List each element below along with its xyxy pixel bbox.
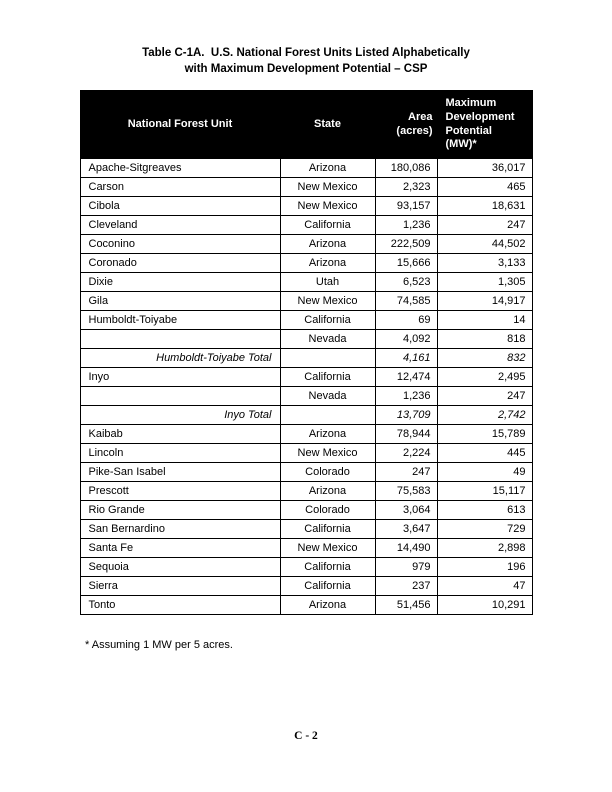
cell-area: 51,456: [375, 596, 437, 615]
cell-unit: Apache-Sitgreaves: [80, 159, 280, 178]
cell-mw: 44,502: [437, 235, 532, 254]
cell-mw: 613: [437, 501, 532, 520]
cell-mw: 445: [437, 444, 532, 463]
cell-unit: Tonto: [80, 596, 280, 615]
cell-state: New Mexico: [280, 292, 375, 311]
cell-mw: 196: [437, 558, 532, 577]
cell-state: New Mexico: [280, 539, 375, 558]
cell-unit: Humboldt-Toiyabe: [80, 311, 280, 330]
cell-unit: Rio Grande: [80, 501, 280, 520]
table-row: [80, 463, 532, 482]
cell-state: New Mexico: [280, 178, 375, 197]
cell-area: 93,157: [375, 197, 437, 216]
cell-mw: 2,742: [437, 406, 532, 425]
table-row: [80, 349, 532, 368]
cell-state: California: [280, 216, 375, 235]
table-row: [80, 520, 532, 539]
table-header-row: [80, 91, 532, 159]
cell-unit: Sequoia: [80, 558, 280, 577]
table-row: [80, 197, 532, 216]
cell-state: California: [280, 368, 375, 387]
cell-mw: 2,495: [437, 368, 532, 387]
cell-state: Utah: [280, 273, 375, 292]
cell-area: 4,092: [375, 330, 437, 349]
table-row: [80, 216, 532, 235]
cell-area: 180,086: [375, 159, 437, 178]
cell-unit: Kaibab: [80, 425, 280, 444]
cell-state: Arizona: [280, 425, 375, 444]
cell-unit: Prescott: [80, 482, 280, 501]
table-row: [80, 273, 532, 292]
cell-area: 2,323: [375, 178, 437, 197]
table-row: [80, 577, 532, 596]
cell-area: 15,666: [375, 254, 437, 273]
cell-state: Arizona: [280, 235, 375, 254]
cell-unit: Dixie: [80, 273, 280, 292]
table-row: [80, 425, 532, 444]
header-national-forest-unit: National Forest Unit: [80, 91, 280, 159]
cell-mw: 832: [437, 349, 532, 368]
cell-state: Nevada: [280, 330, 375, 349]
cell-unit: Lincoln: [80, 444, 280, 463]
cell-unit: Inyo: [80, 368, 280, 387]
cell-mw: 247: [437, 216, 532, 235]
table-row: [80, 539, 532, 558]
cell-mw: 15,789: [437, 425, 532, 444]
cell-state: New Mexico: [280, 444, 375, 463]
table-row: [80, 254, 532, 273]
cell-state: Arizona: [280, 254, 375, 273]
cell-area: 222,509: [375, 235, 437, 254]
cell-state: California: [280, 311, 375, 330]
table-body: [80, 159, 532, 615]
cell-area: 74,585: [375, 292, 437, 311]
cell-unit: Cibola: [80, 197, 280, 216]
cell-mw: 2,898: [437, 539, 532, 558]
forest-units-table: [80, 90, 533, 615]
table-row: [80, 330, 532, 349]
cell-mw: 15,117: [437, 482, 532, 501]
cell-state: Nevada: [280, 387, 375, 406]
table-row: [80, 292, 532, 311]
cell-unit: Santa Fe: [80, 539, 280, 558]
table-row: [80, 558, 532, 577]
cell-area: 979: [375, 558, 437, 577]
page-number: C - 2: [294, 730, 318, 742]
header-max-development-potential: Maximum Development Potential (MW)*: [437, 91, 532, 159]
cell-mw: 729: [437, 520, 532, 539]
table-row: [80, 444, 532, 463]
table-row: [80, 387, 532, 406]
cell-mw: 818: [437, 330, 532, 349]
cell-unit: [80, 387, 280, 406]
table-title-line1: Table C-1A. U.S. National Forest Units Listed Alphabetically: [142, 47, 470, 59]
cell-area: 78,944: [375, 425, 437, 444]
cell-mw: 465: [437, 178, 532, 197]
cell-state: California: [280, 520, 375, 539]
cell-mw: 10,291: [437, 596, 532, 615]
cell-mw: 49: [437, 463, 532, 482]
cell-area: 3,647: [375, 520, 437, 539]
cell-mw: 3,133: [437, 254, 532, 273]
cell-area: 237: [375, 577, 437, 596]
header-state: State: [280, 91, 375, 159]
cell-area: 1,236: [375, 387, 437, 406]
table-row: [80, 178, 532, 197]
cell-area: 69: [375, 311, 437, 330]
cell-state: [280, 349, 375, 368]
table-title: [0, 46, 612, 77]
cell-state: Arizona: [280, 159, 375, 178]
cell-area: 247: [375, 463, 437, 482]
cell-area: 2,224: [375, 444, 437, 463]
header-area-acres: Area (acres): [375, 91, 437, 159]
cell-area: 13,709: [375, 406, 437, 425]
table-row: [80, 159, 532, 178]
table-row: [80, 311, 532, 330]
cell-unit: Pike-San Isabel: [80, 463, 280, 482]
cell-state: Arizona: [280, 482, 375, 501]
cell-unit: Cleveland: [80, 216, 280, 235]
cell-unit: San Bernardino: [80, 520, 280, 539]
footnote: * Assuming 1 MW per 5 acres.: [85, 639, 233, 652]
cell-state: Colorado: [280, 463, 375, 482]
cell-area: 1,236: [375, 216, 437, 235]
table-row: [80, 406, 532, 425]
cell-unit: [80, 330, 280, 349]
cell-area: 75,583: [375, 482, 437, 501]
cell-mw: 14,917: [437, 292, 532, 311]
table-row: [80, 482, 532, 501]
cell-unit: Coconino: [80, 235, 280, 254]
table-row: [80, 235, 532, 254]
cell-state: New Mexico: [280, 197, 375, 216]
cell-unit: Sierra: [80, 577, 280, 596]
table-row: [80, 368, 532, 387]
cell-area: 3,064: [375, 501, 437, 520]
cell-mw: 247: [437, 387, 532, 406]
cell-mw: 1,305: [437, 273, 532, 292]
cell-area: 4,161: [375, 349, 437, 368]
cell-unit: Carson: [80, 178, 280, 197]
cell-unit: Humboldt-Toiyabe Total: [80, 349, 280, 368]
table-row: [80, 596, 532, 615]
cell-mw: 47: [437, 577, 532, 596]
cell-unit: Coronado: [80, 254, 280, 273]
cell-unit: Gila: [80, 292, 280, 311]
cell-state: Colorado: [280, 501, 375, 520]
cell-state: California: [280, 558, 375, 577]
cell-mw: 14: [437, 311, 532, 330]
table-row: [80, 501, 532, 520]
cell-unit: Inyo Total: [80, 406, 280, 425]
cell-state: California: [280, 577, 375, 596]
cell-area: 6,523: [375, 273, 437, 292]
cell-mw: 18,631: [437, 197, 532, 216]
cell-area: 12,474: [375, 368, 437, 387]
cell-state: Arizona: [280, 596, 375, 615]
cell-state: [280, 406, 375, 425]
table-title-line2: with Maximum Development Potential – CSP: [184, 62, 428, 75]
cell-area: 14,490: [375, 539, 437, 558]
cell-mw: 36,017: [437, 159, 532, 178]
